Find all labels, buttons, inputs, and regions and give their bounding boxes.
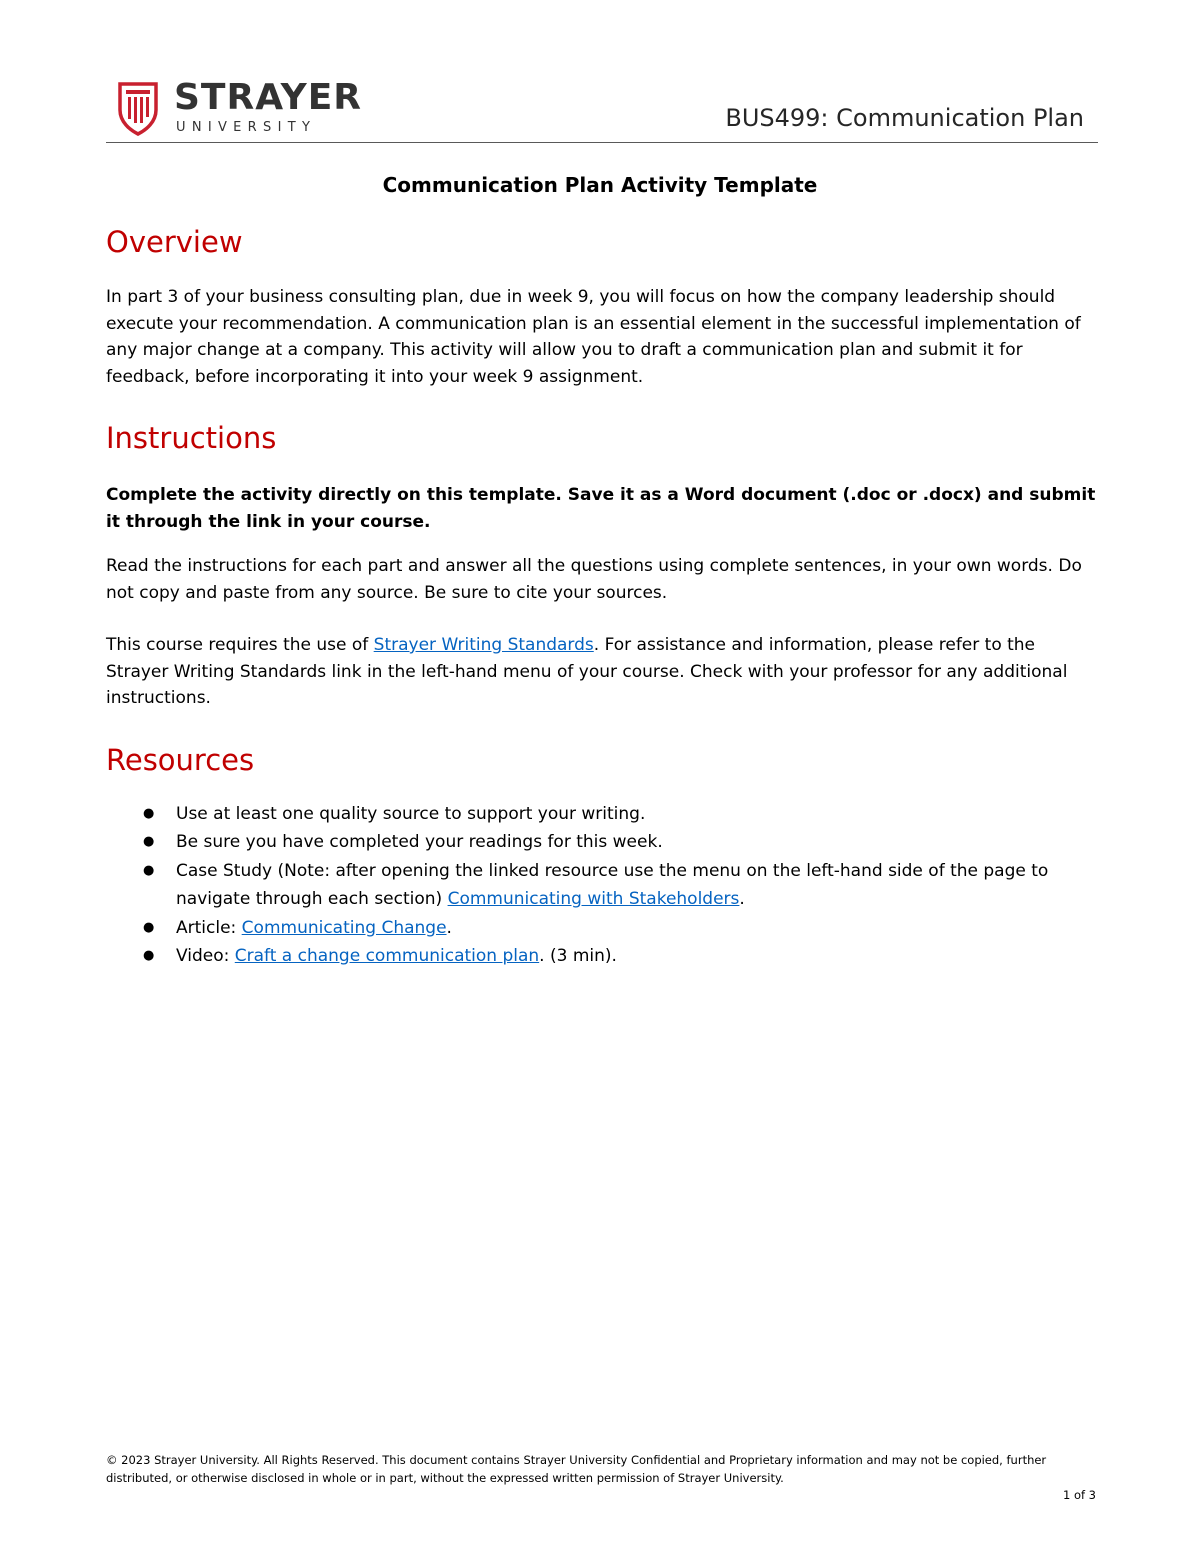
bullet-icon: ● (143, 948, 155, 963)
header-divider (106, 142, 1098, 143)
logo-subtitle: UNIVERSITY (176, 119, 317, 135)
list-item (143, 857, 1100, 914)
communicating-change-link[interactable]: Communicating Change (241, 917, 447, 938)
resource-text: . (446, 917, 452, 938)
bullet-icon: ● (143, 919, 155, 935)
bullet-icon: ● (143, 834, 155, 849)
resource-text: Use at least one quality source to support your writing. (176, 803, 646, 824)
overview-heading: Overview (106, 225, 243, 259)
list-item (143, 942, 1100, 971)
resource-text: Case Study (Note: after opening the linked resource use the menu on the left-hand side of the page to navigate through each section) (176, 860, 1049, 909)
instructions-course-paragraph (106, 632, 1100, 712)
overview-paragraph: In part 3 of your business consulting plan, due in week 9, you will focus on how the company leadership should execute your recommendation. A communication plan is an essential element in the successful implementation of any major change at a company. This activity will allow you to draft a communication plan and submit it for feedback, before incorporating it into your week 9 assignment. (106, 287, 1081, 387)
course-text-pre: This course requires the use of (106, 635, 374, 655)
document-title: Communication Plan Activity Template (382, 173, 818, 197)
resources-heading: Resources (106, 742, 255, 777)
resource-text: . (3 min). (539, 946, 617, 966)
strayer-logo (116, 76, 363, 136)
list-item (143, 800, 1100, 829)
resources-list (106, 800, 1100, 971)
resource-text: Article: (176, 917, 242, 938)
footer-copyright: © 2023 Strayer University. All Rights Reserved. This document contains Strayer University Confidential and Proprietary information and may not be copied, further distributed, or otherwise disclosed in whole or in part, without the expressed written permission of Strayer University. (106, 1453, 1047, 1485)
instructions-heading: Instructions (106, 421, 277, 455)
page-number: 1 of 3 (1062, 1488, 1096, 1502)
course-text-post: . For assistance and information, please refer to the Strayer Writing Standards link in the left-hand menu of your course. Check with your professor for any additional instructions. (106, 635, 1068, 708)
logo-wordmark: STRAYER (174, 76, 363, 118)
document-body (106, 224, 1100, 971)
communicating-with-stakeholders-link[interactable]: Communicating with Stakeholders (447, 889, 740, 909)
strayer-writing-standards-link[interactable]: Strayer Writing Standards (373, 635, 594, 655)
resource-text: Be sure you have completed your readings for this week. (176, 832, 663, 852)
list-item (143, 914, 1100, 943)
bullet-icon: ● (143, 805, 155, 821)
resource-text: . (739, 889, 745, 909)
instructions-read-paragraph: Read the instructions for each part and answer all the questions using complete sentences, in your own words. Do not copy and paste from any source. Be sure to cite your sources. (106, 556, 1082, 603)
craft-change-communication-plan-link[interactable]: Craft a change communication plan (234, 946, 540, 966)
resource-text: Video: (176, 946, 235, 966)
shield-logo-icon (116, 80, 160, 136)
instructions-bold-paragraph: Complete the activity directly on this template. Save it as a Word document (.doc or .docx) and submit it through the link in your course. (106, 485, 1096, 532)
course-title: BUS499: Communication Plan (725, 104, 1084, 132)
bullet-icon: ● (143, 862, 155, 878)
list-item (143, 828, 1100, 857)
